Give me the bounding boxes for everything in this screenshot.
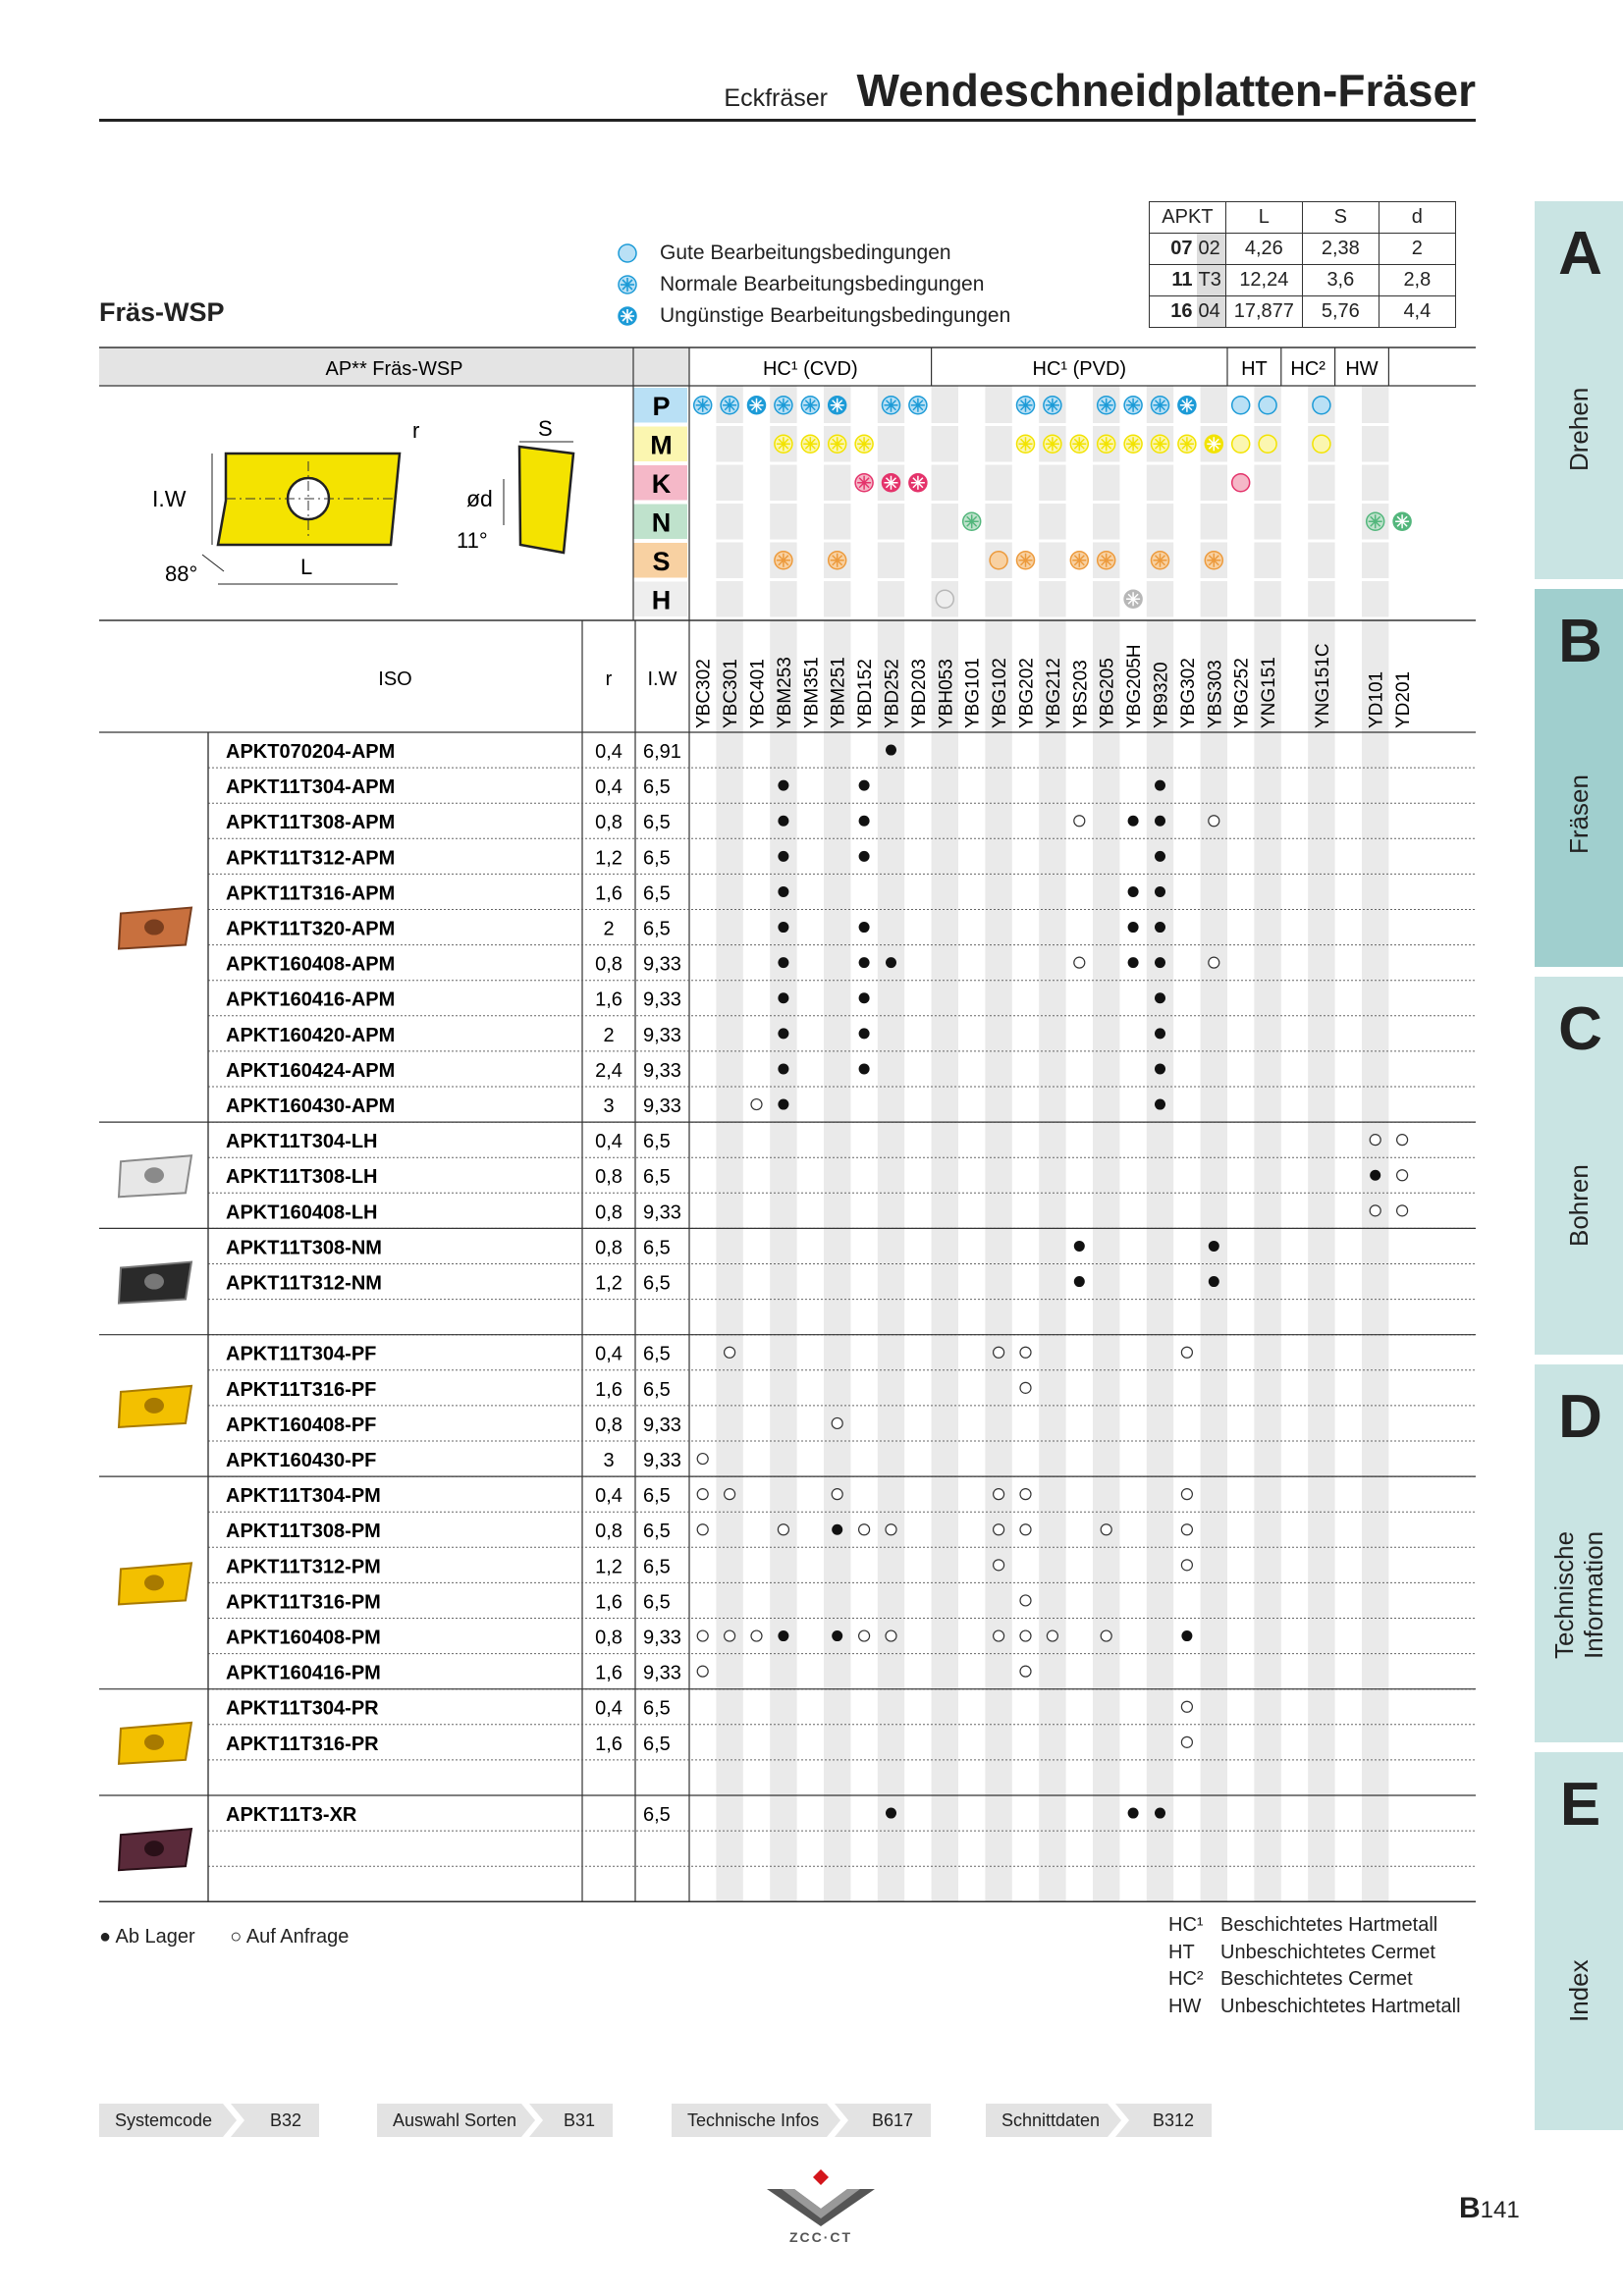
material-code-m: M: [650, 430, 673, 460]
radius-value: 0,8: [595, 1166, 622, 1189]
legend-normal: Normale Bearbeitungsbedingungen: [617, 269, 1010, 300]
link-schnittdaten[interactable]: Schnittdaten B312: [986, 2104, 1212, 2137]
iso-code: APKT11T312-NM: [226, 1272, 382, 1295]
grade-column-stripe: [1147, 386, 1173, 1901]
page-number: B141: [1459, 2192, 1520, 2224]
dim-row: 11 T3 12,24 3,6 2,8: [1150, 265, 1456, 296]
lw-header: I.W: [647, 668, 677, 690]
request-dot: [1397, 1170, 1408, 1181]
request-dot: [1020, 1630, 1031, 1641]
request-dot: [994, 1524, 1004, 1535]
iso-code: APKT11T316-PM: [226, 1591, 381, 1614]
lw-value: 6,5: [643, 1166, 671, 1189]
radius-value: 3: [603, 1450, 615, 1471]
stock-dot: [886, 1808, 896, 1819]
stock-dot: [778, 922, 788, 933]
label-r: r: [412, 418, 420, 443]
grade-label: YBM351: [801, 657, 823, 728]
request-dot: [725, 1347, 735, 1358]
request-dot: [751, 1630, 762, 1641]
request-dot: [859, 1524, 870, 1535]
lw-value: 9,33: [643, 1450, 681, 1471]
grade-label: YBG205: [1097, 658, 1118, 728]
label-lw: I.W: [152, 486, 187, 511]
radius-value: 0,4: [595, 1131, 622, 1153]
stock-dot: [1155, 922, 1165, 933]
radius-value: 3: [603, 1095, 615, 1117]
grade-label: YBD252: [882, 659, 903, 728]
insert-photo-hole: [144, 1167, 164, 1183]
dim-row: 16 04 17,877 5,76 4,4: [1150, 296, 1456, 328]
stock-dot: [778, 1063, 788, 1074]
iso-code: APKT11T320-APM: [226, 918, 396, 940]
grade-label: YBG252: [1231, 658, 1253, 728]
request-dot: [1397, 1205, 1408, 1216]
stock-dot: [859, 957, 870, 968]
grade-column-stripe: [770, 386, 796, 1901]
grade-label: YBC301: [721, 659, 742, 728]
grade-column-stripe: [985, 386, 1011, 1901]
iso-code: APKT11T304-PR: [226, 1697, 379, 1720]
stock-dot: [886, 745, 896, 756]
iso-code: APKT160424-APM: [226, 1059, 396, 1082]
iso-code: APKT160408-PM: [226, 1627, 381, 1649]
request-dot: [1020, 1666, 1031, 1677]
grade-label: YBM253: [774, 657, 795, 728]
stock-dot: [778, 1630, 788, 1641]
request-label: ○ Auf Anfrage: [230, 1926, 350, 1948]
grade-label: YD101: [1366, 670, 1387, 728]
grade-label: YNG151: [1259, 657, 1280, 728]
label-l: L: [300, 555, 313, 579]
stock-dot: [1155, 1808, 1165, 1819]
insert-photo-hole: [144, 1398, 164, 1414]
dim-row: 07 02 4,26 2,38 2: [1150, 234, 1456, 265]
lw-value: 6,5: [643, 1237, 671, 1259]
grade-group-label: HC²: [1290, 358, 1325, 380]
iso-code: APKT160416-PM: [226, 1662, 381, 1684]
stock-dot: [859, 922, 870, 933]
iso-code: APKT160420-APM: [226, 1024, 396, 1046]
radius-value: 1,6: [595, 1591, 622, 1614]
condition-good-icon: [1232, 474, 1250, 492]
radius-value: 1,2: [595, 847, 622, 870]
request-dot: [697, 1524, 708, 1535]
grade-label: YBG102: [990, 658, 1011, 728]
request-dot: [1074, 957, 1085, 968]
grade-column-stripe: [932, 386, 958, 1901]
insert-photo-hole: [144, 920, 164, 935]
lw-value: 6,91: [643, 741, 681, 763]
radius-value: 0,4: [595, 1485, 622, 1508]
stock-dot: [886, 957, 896, 968]
request-dot: [1397, 1135, 1408, 1146]
grade-label: YBC302: [693, 659, 715, 728]
link-technische-infos[interactable]: Technische Infos B617: [672, 2104, 931, 2137]
request-dot: [1020, 1524, 1031, 1535]
request-dot: [994, 1347, 1004, 1358]
grade-label: YNG151C: [1312, 643, 1333, 728]
stock-dot: [1155, 1063, 1165, 1074]
grade-label: YBD152: [855, 659, 877, 728]
request-dot: [697, 1489, 708, 1500]
grade-column-stripe: [824, 386, 850, 1901]
grade-column-stripe: [1254, 386, 1280, 1901]
radius-value: 1,2: [595, 1556, 622, 1578]
stock-dot: [778, 957, 788, 968]
company-logo-icon: [767, 2167, 875, 2246]
radius-value: 1,6: [595, 1662, 622, 1684]
radius-value: 0,8: [595, 953, 622, 976]
grade-label: YBM251: [828, 657, 849, 728]
grade-label: YBG202: [1016, 658, 1038, 728]
table-title: AP** Fräs-WSP: [325, 358, 463, 380]
lw-value: 6,5: [643, 1485, 671, 1508]
request-dot: [1370, 1205, 1380, 1216]
section-title: Fräs-WSP: [99, 297, 225, 327]
grade-group-label: HC¹ (CVD): [762, 358, 858, 380]
iso-code: APKT11T312-PM: [226, 1556, 381, 1578]
iso-code: APKT11T304-PF: [226, 1343, 377, 1365]
lw-value: 9,33: [643, 1095, 681, 1117]
lw-value: 6,5: [643, 1343, 671, 1365]
grade-label: YBD203: [908, 659, 930, 728]
dim-header-apkt: APKT: [1150, 202, 1226, 234]
iso-code: APKT11T308-APM: [226, 812, 396, 834]
radius-value: 2: [603, 918, 615, 940]
zccct-logo: [767, 2167, 875, 2251]
grade-column-stripe: [716, 386, 742, 1901]
insert-photo-hole: [144, 1735, 164, 1750]
stock-dot: [1209, 1276, 1219, 1287]
stock-dot: [859, 780, 870, 791]
request-dot: [1181, 1560, 1192, 1571]
request-dot: [1181, 1489, 1192, 1500]
chevron-right-icon: [823, 2104, 852, 2137]
stock-dot: [778, 1099, 788, 1110]
stock-dot: [1155, 957, 1165, 968]
material-code-n: N: [651, 507, 672, 538]
lw-value: 9,33: [643, 1662, 681, 1684]
request-dot: [697, 1630, 708, 1641]
request-dot: [832, 1489, 842, 1500]
svg-text:ZCC·CT: ZCC·CT: [788, 2229, 853, 2245]
request-dot: [832, 1417, 842, 1428]
stock-dot: [1074, 1241, 1085, 1252]
radius-value: 0,8: [595, 1201, 622, 1224]
request-dot: [778, 1524, 788, 1535]
stock-dot: [1155, 851, 1165, 862]
stock-dot: [859, 992, 870, 1003]
iso-code: APKT160430-APM: [226, 1095, 396, 1117]
stock-dot: [1370, 1170, 1380, 1181]
iso-code: APKT11T304-APM: [226, 776, 396, 799]
radius-value: 2,4: [595, 1059, 622, 1082]
request-dot: [697, 1454, 708, 1465]
stock-dot: [778, 780, 788, 791]
grade-label: YBG302: [1177, 658, 1199, 728]
stock-dot: [859, 1028, 870, 1039]
lw-value: 9,33: [643, 1627, 681, 1649]
stock-dot: [1155, 1028, 1165, 1039]
request-dot: [1181, 1701, 1192, 1712]
grade-label: YBS203: [1070, 660, 1092, 728]
r-header: r: [605, 668, 613, 690]
iso-code: APKT11T308-NM: [226, 1237, 382, 1259]
stock-dot: [1155, 780, 1165, 791]
request-dot: [994, 1560, 1004, 1571]
lw-value: 9,33: [643, 1024, 681, 1046]
legend-good: Gute Bearbeitungsbedingungen: [617, 238, 1010, 269]
material-code-h: H: [651, 585, 672, 615]
material-code-p: P: [652, 391, 671, 421]
lw-value: 9,33: [643, 988, 681, 1011]
grade-column-stripe: [1093, 386, 1119, 1901]
lw-value: 6,5: [643, 1272, 671, 1295]
iso-code: APKT11T316-PF: [226, 1378, 377, 1401]
stock-dot: [1155, 816, 1165, 827]
abbreviation-list: HC¹ Beschichtetes Hartmetall HT Unbeschichtetes Cermet HC² Beschichtetes Cermet HW Unbeschichtetes Hartmetall: [1168, 1914, 1461, 2017]
grade-column-stripe: [878, 386, 904, 1901]
radius-value: 0,8: [595, 1414, 622, 1436]
insert-photo-hole: [144, 1841, 164, 1856]
material-code-k: K: [651, 468, 672, 499]
stock-dot: [859, 1063, 870, 1074]
radius-value: 0,4: [595, 776, 622, 799]
iso-code: APKT070204-APM: [226, 741, 396, 763]
request-dot: [1020, 1595, 1031, 1606]
lw-value: 6,5: [643, 1378, 671, 1401]
request-dot: [1181, 1524, 1192, 1535]
stock-dot: [1128, 1808, 1139, 1819]
radius-value: 1,6: [595, 988, 622, 1011]
grade-group-label: HW: [1345, 358, 1379, 380]
condition-good-icon: [1232, 435, 1250, 453]
radius-value: 2: [603, 1024, 615, 1046]
request-dot: [1181, 1347, 1192, 1358]
iso-code: APKT11T316-APM: [226, 882, 396, 905]
chevron-right-icon: [517, 2104, 547, 2137]
request-dot: [1047, 1630, 1057, 1641]
tab-fraesen[interactable]: B Fräsen: [1532, 589, 1623, 967]
radius-value: 1,6: [595, 882, 622, 905]
stock-dot: [832, 1630, 842, 1641]
request-dot: [886, 1524, 896, 1535]
request-dot: [1101, 1524, 1111, 1535]
tab-technische-information[interactable]: D Technische Information: [1532, 1364, 1623, 1742]
stock-dot: [859, 851, 870, 862]
insert-photo-hole: [144, 1274, 164, 1290]
iso-code: APKT160408-LH: [226, 1201, 378, 1224]
stock-dot: [1209, 1241, 1219, 1252]
lw-value: 6,5: [643, 1131, 671, 1153]
legend-bad: Ungünstige Bearbeitungsbedingungen: [617, 300, 1010, 332]
condition-good-icon: [1232, 397, 1250, 414]
lw-value: 9,33: [643, 1201, 681, 1224]
label-angle-11: 11°: [457, 528, 488, 553]
dim-header-l: L: [1225, 202, 1302, 234]
iso-code: APKT11T3-XR: [226, 1804, 357, 1826]
radius-value: 0,4: [595, 741, 622, 763]
radius-value: 0,4: [595, 1697, 622, 1720]
request-dot: [859, 1630, 870, 1641]
label-s: S: [538, 416, 553, 441]
grade-label: YB9320: [1151, 662, 1172, 728]
lw-value: 9,33: [643, 1059, 681, 1082]
lw-value: 6,5: [643, 1697, 671, 1720]
condition-good-icon: [1313, 397, 1330, 414]
stock-legend: [99, 1926, 349, 1949]
stock-dot: [859, 816, 870, 827]
grade-label: YBG101: [962, 658, 984, 728]
lw-value: 6,5: [643, 1521, 671, 1543]
grade-label: YBC401: [747, 659, 769, 728]
request-dot: [1020, 1489, 1031, 1500]
radius-value: 0,8: [595, 1627, 622, 1649]
header-title: Wendeschneidplatten-Fräser: [856, 65, 1476, 116]
request-dot: [697, 1666, 708, 1677]
request-dot: [1074, 816, 1085, 827]
lw-value: 6,5: [643, 1804, 671, 1826]
stock-dot: [1128, 957, 1139, 968]
iso-code: APKT11T308-LH: [226, 1166, 378, 1189]
insert-side-view: [519, 447, 573, 553]
tab-bohren[interactable]: C Bohren: [1532, 977, 1623, 1355]
insert-photo-hole: [144, 1575, 164, 1590]
grade-column-stripe: [1201, 386, 1227, 1901]
iso-code: APKT11T312-APM: [226, 847, 396, 870]
lw-value: 6,5: [643, 847, 671, 870]
stock-dot: [778, 851, 788, 862]
iso-code: APKT160408-APM: [226, 953, 396, 976]
stock-label: ● Ab Lager: [99, 1926, 195, 1948]
dim-header-s: S: [1302, 202, 1379, 234]
stock-dot: [1128, 922, 1139, 933]
request-dot: [1209, 816, 1219, 827]
request-dot: [725, 1630, 735, 1641]
radius-value: 1,6: [595, 1378, 622, 1401]
lw-value: 6,5: [643, 812, 671, 834]
chevron-right-icon: [219, 2104, 248, 2137]
grade-label: YD201: [1393, 670, 1415, 728]
grade-group-label: HT: [1241, 358, 1268, 380]
link-auswahl-sorten[interactable]: Auswahl Sorten B31: [377, 2104, 613, 2137]
header-subtitle: Eckfräser: [724, 84, 828, 112]
lw-value: 6,5: [643, 1591, 671, 1614]
reference-links: [99, 2104, 1228, 2137]
angle-line: [202, 555, 224, 571]
lw-value: 9,33: [643, 953, 681, 976]
lw-value: 6,5: [643, 776, 671, 799]
grade-label: YBG205H: [1124, 644, 1146, 728]
radius-value: 1,2: [595, 1272, 622, 1295]
grade-label: YBH053: [936, 659, 957, 728]
tab-drehen[interactable]: A Drehen: [1532, 201, 1623, 579]
iso-code: APKT11T304-PM: [226, 1485, 381, 1508]
grade-column-stripe: [1039, 386, 1065, 1901]
condition-good-icon: [990, 552, 1007, 569]
radius-value: 0,8: [595, 1237, 622, 1259]
radius-value: 0,8: [595, 1521, 622, 1543]
stock-dot: [1128, 816, 1139, 827]
iso-code: APKT11T316-PR: [226, 1733, 379, 1755]
lw-value: 6,5: [643, 1733, 671, 1755]
request-dot: [725, 1489, 735, 1500]
link-systemcode[interactable]: Systemcode B32: [99, 2104, 319, 2137]
iso-code: APKT160408-PF: [226, 1414, 377, 1436]
stock-dot: [1155, 992, 1165, 1003]
condition-good-icon: [936, 590, 953, 608]
request-dot: [1209, 957, 1219, 968]
radius-value: 1,6: [595, 1733, 622, 1755]
stock-dot: [1155, 1099, 1165, 1110]
material-code-s: S: [652, 546, 671, 576]
request-dot: [1181, 1736, 1192, 1747]
stock-dot: [1155, 886, 1165, 897]
dim-header-d: d: [1379, 202, 1455, 234]
request-dot: [1370, 1135, 1380, 1146]
iso-code: APKT11T308-PM: [226, 1521, 381, 1543]
request-dot: [1020, 1382, 1031, 1393]
stock-dot: [778, 886, 788, 897]
stock-dot: [778, 816, 788, 827]
request-dot: [751, 1099, 762, 1110]
stock-dot: [1128, 886, 1139, 897]
radius-value: 0,4: [595, 1343, 622, 1365]
grade-column-stripe: [1308, 386, 1334, 1901]
stock-dot: [1181, 1630, 1192, 1641]
label-d: ød: [466, 486, 493, 511]
condition-good-icon: [1313, 435, 1330, 453]
lw-value: 9,33: [643, 1414, 681, 1436]
grade-group-label: HC¹ (PVD): [1032, 358, 1127, 380]
label-angle-88: 88°: [165, 561, 198, 586]
stock-dot: [1074, 1276, 1085, 1287]
request-dot: [1101, 1630, 1111, 1641]
radius-value: 0,8: [595, 812, 622, 834]
lw-value: 6,5: [643, 1556, 671, 1578]
iso-code: APKT160430-PF: [226, 1450, 377, 1471]
condition-good-icon: [1259, 397, 1276, 414]
stock-dot: [778, 992, 788, 1003]
request-dot: [994, 1489, 1004, 1500]
grade-label: YBS303: [1205, 660, 1226, 728]
request-dot: [886, 1630, 896, 1641]
chevron-right-icon: [1104, 2104, 1133, 2137]
stock-dot: [832, 1524, 842, 1535]
lw-value: 6,5: [643, 882, 671, 905]
stock-dot: [778, 1028, 788, 1039]
iso-code: APKT11T304-LH: [226, 1131, 378, 1153]
lw-value: 6,5: [643, 918, 671, 940]
tab-index[interactable]: E Index: [1532, 1752, 1623, 2130]
condition-good-icon: [1259, 435, 1276, 453]
iso-code: APKT160416-APM: [226, 988, 396, 1011]
request-dot: [1020, 1347, 1031, 1358]
iso-header: ISO: [378, 668, 412, 690]
grade-label: YBG212: [1043, 658, 1064, 728]
request-dot: [994, 1630, 1004, 1641]
